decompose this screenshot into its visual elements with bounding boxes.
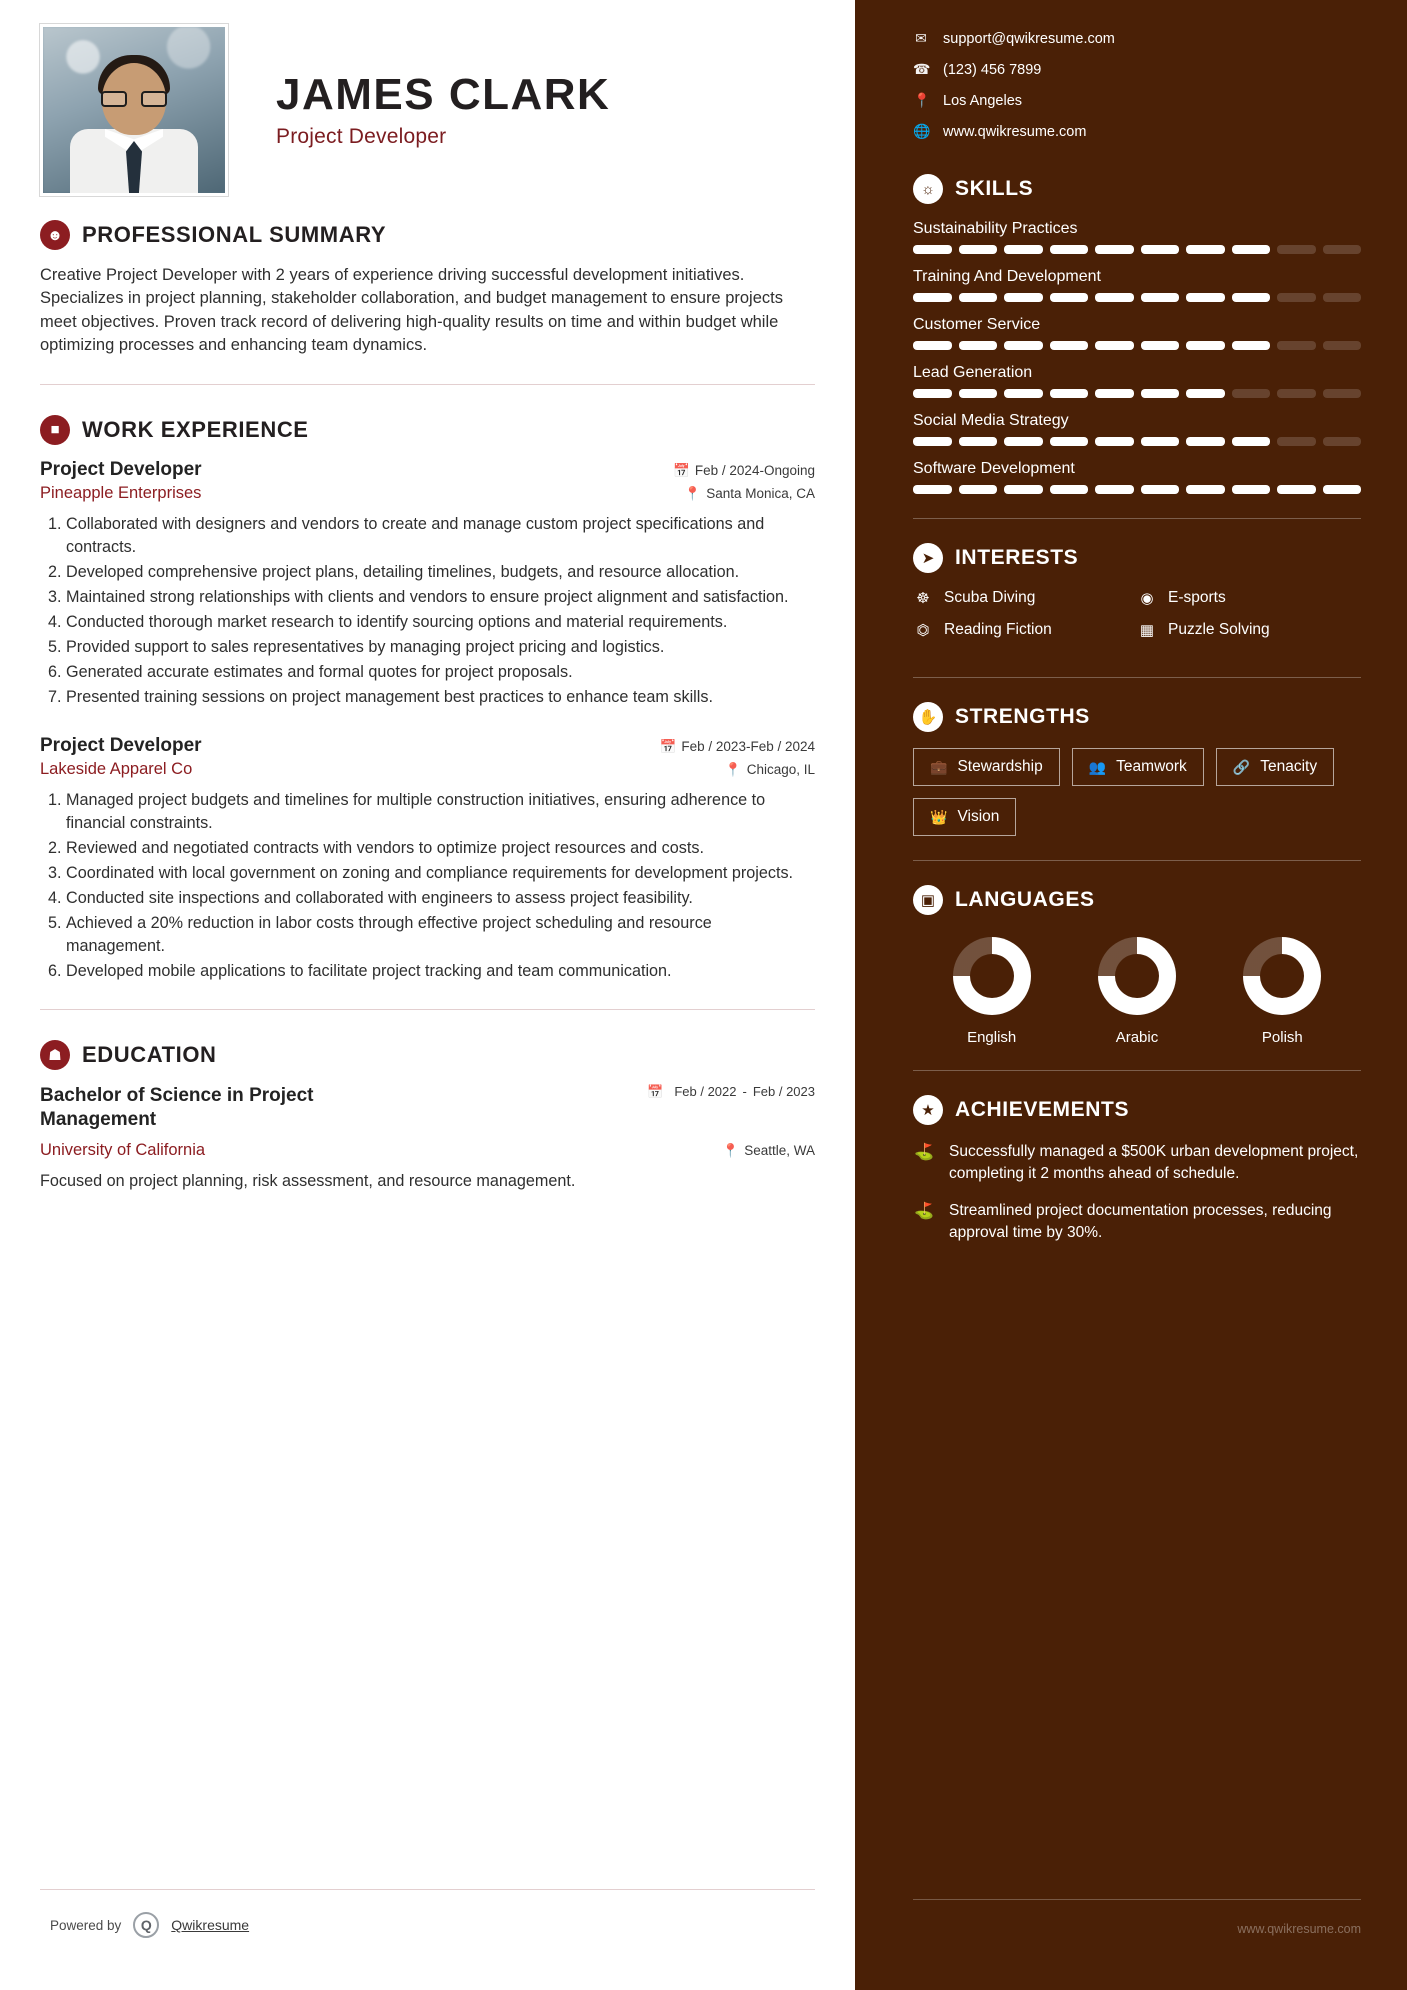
bullet: 7. Presented training sessions on project management best practices to enhance team skills. bbox=[66, 686, 815, 709]
section-title-achievements: ACHIEVEMENTS bbox=[955, 1098, 1130, 1121]
section-skills bbox=[913, 174, 1361, 494]
skill-rating bbox=[913, 293, 1361, 302]
right-footer bbox=[913, 1899, 1361, 1938]
interest-item bbox=[1137, 589, 1361, 607]
divider bbox=[913, 1070, 1361, 1071]
strength-label: Stewardship bbox=[957, 758, 1043, 775]
contact-location-value: Los Angeles bbox=[943, 92, 1023, 109]
bullet: 3. Maintained strong relationships with clients and vendors to ensure project alignment and satisfaction. bbox=[66, 586, 815, 609]
interest-item bbox=[913, 621, 1137, 639]
bullet: 2. Reviewed and negotiated contracts with vendors to optimize project resources and costs. bbox=[66, 837, 815, 860]
contact-website[interactable] bbox=[913, 123, 1361, 140]
job-position: Project Developer bbox=[40, 458, 202, 480]
candidate-title: Project Developer bbox=[276, 125, 447, 149]
bullet: 4. Conducted site inspections and collaborated with engineers to assess project feasibility. bbox=[66, 887, 815, 910]
contact-phone[interactable] bbox=[913, 61, 1361, 78]
education-degree: Bachelor of Science in Project Management bbox=[40, 1084, 314, 1131]
language-item bbox=[919, 937, 1064, 1046]
name-block bbox=[228, 71, 610, 149]
bullet: 6. Generated accurate estimates and formal quotes for project proposals. bbox=[66, 661, 815, 684]
education-school: University of California bbox=[40, 1141, 206, 1160]
qwikresume-logo-icon: Q bbox=[133, 1912, 159, 1938]
location-pin-icon: 📍 bbox=[913, 92, 931, 108]
contact-email-value: support@qwikresume.com bbox=[943, 30, 1115, 47]
experience-item bbox=[40, 735, 815, 983]
send-icon: ➤ bbox=[913, 543, 943, 573]
language-item bbox=[1210, 937, 1355, 1046]
team-icon: 👥 bbox=[1088, 758, 1107, 775]
achievement-item bbox=[913, 1141, 1361, 1184]
skill-rating bbox=[913, 341, 1361, 350]
section-interests bbox=[913, 543, 1361, 653]
skill-name: Lead Generation bbox=[913, 364, 1033, 381]
strength-label: Teamwork bbox=[1116, 758, 1187, 775]
education-date-end: Feb / 2023 bbox=[752, 1083, 815, 1099]
page-footer bbox=[40, 1889, 815, 1938]
section-title-experience: WORK EXPERIENCE bbox=[82, 416, 309, 442]
bullet: 2. Developed comprehensive project plans, detailing timelines, budgets, and resource allocation. bbox=[66, 561, 815, 584]
section-education bbox=[40, 1040, 815, 1193]
section-title-languages: LANGUAGES bbox=[955, 888, 1095, 911]
strength-label: Vision bbox=[957, 808, 1000, 825]
calendar-icon: 📅 bbox=[659, 738, 677, 754]
bullet: 4. Conducted thorough market research to identify sourcing options and material requirements. bbox=[66, 611, 815, 634]
reading-icon: ⏣ bbox=[916, 622, 930, 639]
puzzle-icon: ▦ bbox=[1139, 622, 1155, 639]
section-title-summary: PROFESSIONAL SUMMARY bbox=[82, 222, 387, 247]
language-label: Arabic bbox=[1115, 1029, 1159, 1046]
lightbulb-icon: ☼ bbox=[913, 174, 943, 204]
section-languages bbox=[913, 885, 1361, 1046]
calendar-icon: 📅 bbox=[673, 462, 690, 478]
skill-rating bbox=[913, 389, 1361, 398]
skill-item bbox=[913, 268, 1361, 302]
section-professional-summary bbox=[40, 220, 815, 358]
interest-item bbox=[1137, 621, 1361, 639]
section-strengths bbox=[913, 702, 1361, 836]
education-date-start: Feb / 2022 bbox=[674, 1083, 737, 1099]
interest-item bbox=[913, 589, 1137, 607]
section-title-education: EDUCATION bbox=[82, 1041, 217, 1067]
skill-rating bbox=[913, 437, 1361, 446]
link-icon: 🔗 bbox=[1232, 758, 1251, 775]
divider bbox=[913, 518, 1361, 519]
job-date: 📅 Feb / 2024-Ongoing bbox=[673, 462, 815, 478]
skill-item bbox=[913, 460, 1361, 494]
watermark-text: www.qwikresume.com bbox=[1237, 1922, 1361, 1936]
skill-item bbox=[913, 316, 1361, 350]
candidate-name: JAMES CLARK bbox=[276, 69, 611, 119]
bullet: 1. Managed project budgets and timelines for multiple construction initiatives, ensuring adherence to financial constraints. bbox=[66, 789, 815, 835]
resume-header bbox=[40, 30, 815, 190]
language-gauge bbox=[1243, 937, 1321, 1015]
strength-label: Tenacity bbox=[1260, 758, 1318, 775]
skill-name: Training And Development bbox=[913, 268, 1101, 285]
divider bbox=[40, 384, 815, 385]
education-dates: 📅 Feb / 2022 - Feb / 2023 bbox=[647, 1083, 815, 1100]
language-gauge bbox=[1098, 937, 1176, 1015]
language-icon: ▣ bbox=[913, 885, 943, 915]
skill-item bbox=[913, 220, 1361, 254]
phone-icon: ☎ bbox=[913, 61, 931, 77]
briefcase-icon: 💼 bbox=[930, 758, 948, 775]
job-location: 📍 Chicago, IL bbox=[724, 761, 815, 777]
bullet: 5. Achieved a 20% reduction in labor costs through effective project scheduling and resource management. bbox=[66, 912, 815, 958]
divider bbox=[40, 1009, 815, 1010]
interest-label: Puzzle Solving bbox=[1168, 621, 1270, 638]
skill-name: Social Media Strategy bbox=[913, 412, 1069, 429]
briefcase-icon: ■ bbox=[40, 415, 70, 445]
experience-item bbox=[40, 459, 815, 709]
section-achievements bbox=[913, 1095, 1361, 1244]
graduation-cap-icon: ☗ bbox=[40, 1040, 70, 1070]
location-pin-icon: 📍 bbox=[684, 485, 702, 501]
bullet: 5. Provided support to sales representatives by managing project pricing and logistics. bbox=[66, 636, 815, 659]
interest-label: E-sports bbox=[1168, 589, 1226, 606]
avatar bbox=[40, 24, 228, 196]
person-icon: ☻ bbox=[40, 220, 70, 250]
skill-name: Sustainability Practices bbox=[913, 220, 1078, 237]
powered-by-label: Powered by bbox=[50, 1917, 122, 1933]
divider bbox=[913, 860, 1361, 861]
skill-item bbox=[913, 412, 1361, 446]
job-location: 📍 Santa Monica, CA bbox=[684, 485, 815, 501]
contact-website-value: www.qwikresume.com bbox=[943, 123, 1087, 140]
envelope-icon: ✉ bbox=[915, 30, 927, 46]
calendar-icon: 📅 bbox=[647, 1083, 664, 1099]
bullet: 3. Coordinated with local government on zoning and compliance requirements for development projects. bbox=[66, 862, 815, 885]
interest-label: Reading Fiction bbox=[944, 621, 1052, 638]
fist-icon: ✋ bbox=[913, 702, 943, 732]
achievement-text: Successfully managed a $500K urban development project, completing it 2 months ahead of schedule. bbox=[949, 1143, 1359, 1182]
job-bullets bbox=[40, 513, 815, 709]
section-title-interests: INTERESTS bbox=[955, 546, 1079, 569]
language-label: Polish bbox=[1261, 1029, 1303, 1046]
skill-rating bbox=[913, 485, 1361, 494]
bullet: 1. Collaborated with designers and vendors to create and manage custom project specifications and contracts. bbox=[66, 513, 815, 559]
job-date: 📅 Feb / 2023-Feb / 2024 bbox=[659, 738, 815, 754]
summary-text: Creative Project Developer with 2 years of experience driving successful development initiatives. Specializes in project planning, stakeholder collaboration, and budget management to ensure projects meet objectives. Proven track record of delivering high-quality results on time and within budget while optimizing processes and enhancing team dynamics. bbox=[40, 266, 783, 355]
scuba-icon: ☸ bbox=[916, 590, 930, 607]
strength-item bbox=[1072, 748, 1204, 786]
section-title-skills: SKILLS bbox=[955, 177, 1034, 200]
strength-item bbox=[913, 748, 1060, 786]
job-company: Lakeside Apparel Co bbox=[40, 759, 193, 778]
right-column bbox=[855, 0, 1407, 1990]
trophy-icon: ⛳ bbox=[914, 1203, 934, 1221]
skill-name: Customer Service bbox=[913, 316, 1041, 333]
divider bbox=[913, 677, 1361, 678]
section-work-experience bbox=[40, 415, 815, 983]
location-pin-icon: 📍 bbox=[722, 1143, 740, 1159]
trophy-icon: ⛳ bbox=[914, 1144, 934, 1161]
language-label: English bbox=[967, 1029, 1017, 1046]
education-description: Focused on project planning, risk assessment, and resource management. bbox=[40, 1172, 576, 1191]
strength-item bbox=[1216, 748, 1334, 786]
skill-rating bbox=[913, 245, 1361, 254]
interest-label: Scuba Diving bbox=[944, 589, 1036, 606]
skill-item bbox=[913, 364, 1361, 398]
location-pin-icon: 📍 bbox=[724, 761, 742, 777]
language-gauge bbox=[953, 937, 1031, 1015]
language-item bbox=[1064, 937, 1209, 1046]
contact-phone-value: (123) 456 7899 bbox=[943, 61, 1042, 78]
job-company: Pineapple Enterprises bbox=[40, 483, 202, 502]
contact-location bbox=[913, 92, 1361, 109]
achievement-item bbox=[913, 1200, 1361, 1243]
education-location: 📍 Seattle, WA bbox=[722, 1143, 815, 1159]
qwikresume-link[interactable]: Qwikresume bbox=[171, 1917, 250, 1933]
esports-icon: ◉ bbox=[1140, 590, 1154, 607]
contact-email[interactable] bbox=[913, 30, 1361, 47]
achievement-text: Streamlined project documentation processes, reducing approval time by 30%. bbox=[949, 1202, 1332, 1242]
binoculars-icon: 👑 bbox=[930, 808, 948, 825]
globe-icon: 🌐 bbox=[913, 123, 931, 139]
section-title-strengths: STRENGTHS bbox=[955, 705, 1090, 728]
strength-item bbox=[913, 798, 1016, 836]
job-position: Project Developer bbox=[40, 734, 202, 756]
contact-list bbox=[913, 30, 1361, 140]
skill-name: Software Development bbox=[913, 460, 1075, 477]
star-icon: ★ bbox=[913, 1095, 943, 1125]
job-bullets bbox=[40, 789, 815, 983]
bullet: 6. Developed mobile applications to facilitate project tracking and team communication. bbox=[66, 960, 815, 983]
